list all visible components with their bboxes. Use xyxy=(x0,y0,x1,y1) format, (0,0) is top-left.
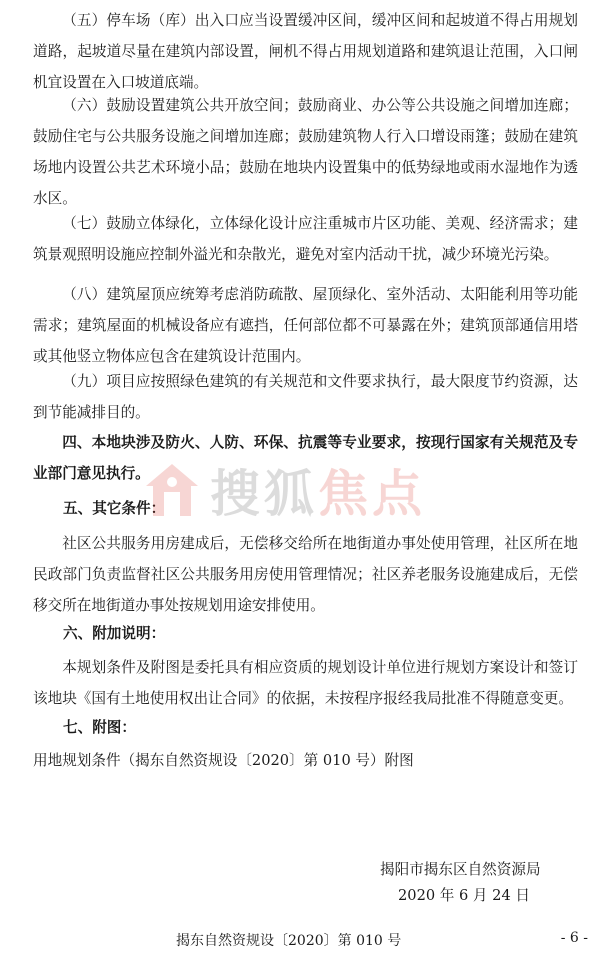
section-4-requirements: 四、本地块涉及防火、人防、环保、抗震等专业要求，按现行国家有关规范及专业部门意见执行。 xyxy=(33,434,578,482)
paragraph-roof: （八）建筑屋顶应统筹考虑消防疏散、屋顶绿化、室外活动、太阳能利用等功能需求；建筑屋面的机械设备应有遮挡，任何部位都不可暴露在外；建筑顶部通信用塔或其他竖立物体应包含在建筑设计范围内。 xyxy=(33,286,578,365)
section-5-heading: 五、其它条件： xyxy=(63,500,166,517)
section-7-heading: 七、附图： xyxy=(63,719,136,736)
paragraph-green-building: （九）项目应按照绿色建筑的有关规范和文件要求执行，最大限度节约资源，达到节能减排目的。 xyxy=(33,373,578,421)
section-5-text: 社区公共服务用房建成后，无偿移交给所在地街道办事处使用管理，社区所在地民政部门负责监督社区公共服务用房使用管理情况；社区养老服务设施建成后，无偿移交所在地街道办事处按规划用途安排使用。 xyxy=(33,535,578,614)
footer-page-number: - 6 - xyxy=(560,930,588,946)
paragraph-greening: （七）鼓励立体绿化，立体绿化设计应注重城市片区功能、美观、经济需求；建筑景观照明设施应控制外溢光和杂散光，避免对室内活动干扰，减少环境光污染。 xyxy=(33,215,578,263)
paragraph-public-space: （六）鼓励设置建筑公共开放空间；鼓励商业、办公等公共设施之间增加连廊；鼓励住宅与公共服务设施之间增加连廊；鼓励建筑物人行入口增设雨篷；鼓励在建筑场地内设置公共艺术环境小品；鼓励在地块内设置集中的低势绿地或雨水湿地作为透水区。 xyxy=(33,97,578,207)
section-6-heading: 六、附加说明： xyxy=(63,625,166,642)
paragraph-parking: （五）停车场（库）出入口应当设置缓冲区间，缓冲区间和起坡道不得占用规划道路，起坡道尽量在建筑内部设置，闸机不得占用规划道路和建筑退让范围，入口闸机宜设置在入口坡道底端。 xyxy=(33,12,578,91)
signature-date: 2020 年 6 月 24 日 xyxy=(398,887,530,904)
footer-doc-code: 揭东自然资规设〔2020〕第 010 号 xyxy=(176,933,402,949)
signature-org: 揭阳市揭东区自然资源局 xyxy=(380,861,541,878)
section-6-text: 本规划条件及附图是委托具有相应资质的规划设计单位进行规划方案设计和签订该地块《国有土地使用权出让合同》的依据，未按程序报经我局批准不得随意变更。 xyxy=(33,659,578,707)
watermark-text-dark: 搜狐 xyxy=(210,465,318,523)
watermark-text-red: 焦点 xyxy=(318,465,426,523)
section-7-text: 用地规划条件（揭东自然资规设〔2020〕第 010 号）附图 xyxy=(33,752,414,769)
